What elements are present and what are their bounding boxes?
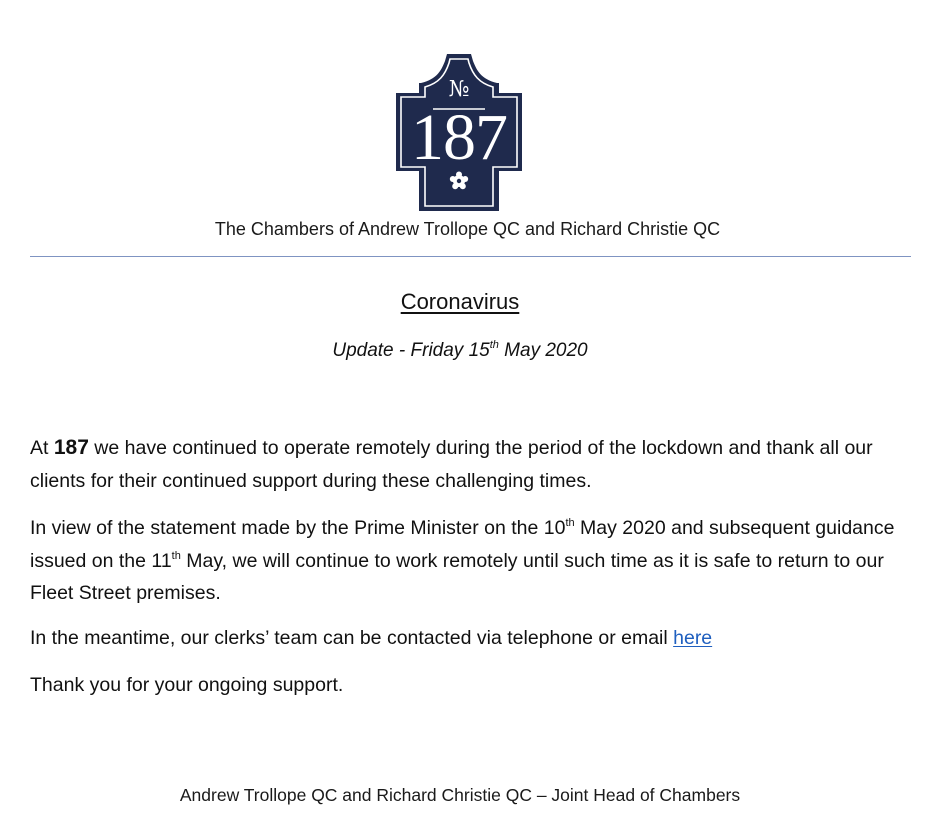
p3-text: In the meantime, our clerks’ team can be contacted via telephone or email <box>30 627 674 649</box>
p2-ordinal-1: th <box>565 517 575 529</box>
p1-before: At <box>30 437 54 459</box>
logo-number: 187 <box>411 101 507 174</box>
paragraph-contact <box>30 622 910 655</box>
paragraph-operations <box>30 432 910 497</box>
chambers-logo <box>393 53 525 213</box>
update-suffix: May 2020 <box>498 340 588 361</box>
paragraph-remote-work <box>30 512 910 610</box>
paragraph-thanks: Thank you for your ongoing support. <box>30 674 344 696</box>
logo-lettering <box>393 53 525 213</box>
header-divider <box>30 256 911 257</box>
contact-here-link[interactable]: here <box>673 627 713 649</box>
chambers-subtitle: The Chambers of Andrew Trollope QC and Richard Christie QC <box>214 219 721 239</box>
p2-part-a: In view of the statement made by the Prime Minister on the 10 <box>30 517 566 539</box>
update-date <box>0 340 920 362</box>
update-prefix: Update - Friday 15 <box>332 340 490 361</box>
p2-part-b: May 2020 and subsequent guidance issued on the 11 <box>30 517 895 572</box>
update-ordinal: th <box>489 339 499 351</box>
notice-title: Coronavirus <box>400 289 520 314</box>
p1-after: we have continued to operate remotely during the period of the lockdown and thank all our clients for their continued support during these challenging times. <box>30 437 873 492</box>
footer-signature: Andrew Trollope QC and Richard Christie QC – Joint Head of Chambers <box>179 785 741 805</box>
p2-part-c: May, we will continue to work remotely until such time as it is safe to return to our Fleet Street premises. <box>30 549 884 604</box>
p1-bold-number: 187 <box>53 436 89 459</box>
p2-ordinal-2: th <box>171 549 181 562</box>
logo-number-sign: № <box>448 77 470 102</box>
